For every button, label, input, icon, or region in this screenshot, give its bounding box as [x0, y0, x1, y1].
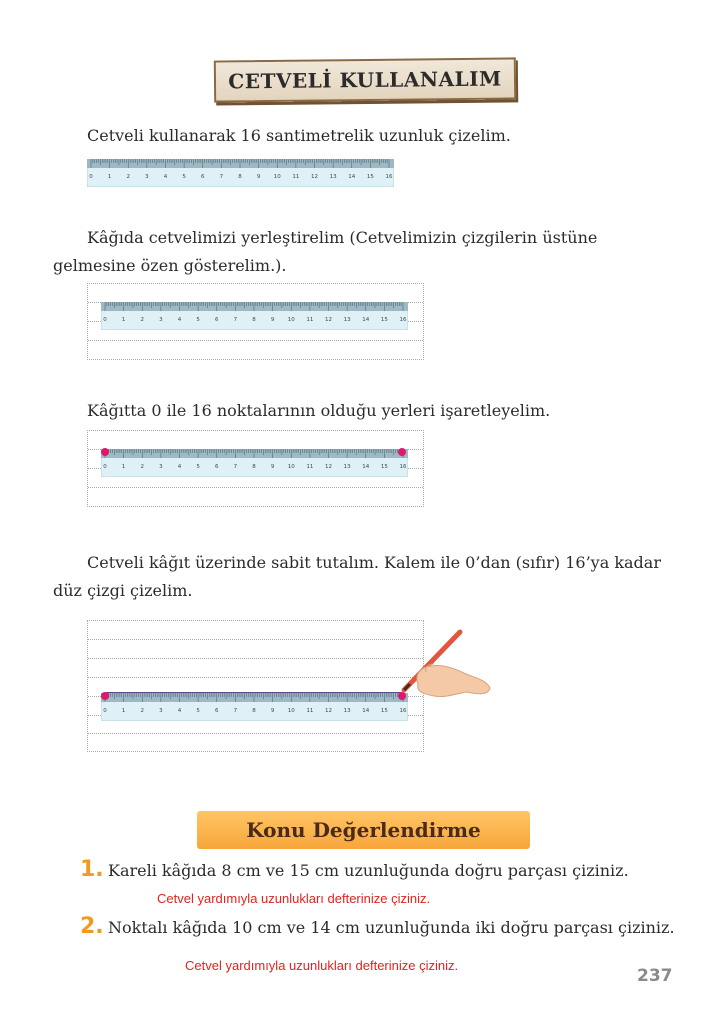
ruler-label: 1 — [121, 464, 126, 470]
ruler-4 — [101, 693, 408, 725]
ruler-label: 12 — [325, 464, 332, 470]
ruler-label: 9 — [270, 464, 275, 470]
question-2-number: 2. — [80, 914, 104, 939]
step-2-text: Kâğıda cetvelimizi yerleştirelim (Cetvelimizin çizgilerin üstüne gelmesine özen gösterelim.). — [53, 228, 598, 275]
ruler-label: 5 — [196, 708, 200, 714]
ruler-label: 7 — [233, 464, 238, 470]
ruler-label: 6 — [215, 708, 219, 714]
ruler-label: 13 — [343, 708, 351, 714]
question-1-text: Kareli kâğıda 8 cm ve 15 cm uzunluğunda doğru parçası çiziniz. — [108, 861, 629, 880]
ruler-label: 9 — [256, 174, 261, 180]
ruler-label: 8 — [252, 708, 256, 714]
ruler-label: 0 — [103, 317, 107, 323]
ruler-label: 12 — [311, 174, 318, 180]
ruler-label: 3 — [145, 174, 149, 180]
ruler-label: 16 — [399, 464, 407, 470]
ruler-label: 9 — [270, 317, 275, 323]
ruler-label: 11 — [306, 464, 314, 470]
ruler-label: 14 — [362, 708, 370, 714]
ruler-label: 8 — [252, 317, 256, 323]
ruler-label: 10 — [287, 708, 295, 714]
ruler-label: 6 — [215, 317, 219, 323]
ruler-label: 5 — [196, 317, 200, 323]
ruler-label: 8 — [252, 464, 256, 470]
ruler-label: 13 — [329, 174, 337, 180]
section-title: Konu Değerlendirme — [246, 818, 481, 842]
ruler-3 — [101, 449, 408, 481]
ruler-label: 2 — [140, 317, 144, 323]
ruler-label: 8 — [238, 174, 242, 180]
ruler-label: 1 — [121, 708, 126, 714]
ruler-label: 11 — [292, 174, 300, 180]
ruler-label: 16 — [399, 708, 407, 714]
ruler-label: 10 — [287, 464, 295, 470]
ruler-label: 2 — [140, 708, 144, 714]
ruler-label: 9 — [270, 708, 275, 714]
ruler-label: 2 — [126, 174, 130, 180]
ruler-label: 4 — [177, 317, 182, 323]
ruler-label: 10 — [273, 174, 281, 180]
ruler-label: 12 — [325, 708, 332, 714]
ruler-label: 1 — [107, 174, 112, 180]
section-header — [197, 811, 530, 849]
ruler-label: 15 — [380, 464, 388, 470]
step-4-text: Cetveli kâğıt üzerinde sabit tutalım. Kalem ile 0’dan (sıfır) 16’ya kadar düz çizgi çizelim. — [53, 553, 661, 600]
step-1-text: Cetveli kullanarak 16 santimetrelik uzunluk çizelim. — [87, 126, 511, 145]
ruler-label: 3 — [159, 708, 163, 714]
ruler-label: 1 — [121, 317, 126, 323]
ruler-label: 11 — [306, 708, 314, 714]
ruler-label: 14 — [362, 317, 370, 323]
ruler-label: 15 — [380, 317, 388, 323]
ruler-label: 0 — [103, 464, 107, 470]
ruler-label: 4 — [177, 464, 182, 470]
mark-point-0-b — [101, 692, 109, 700]
paper-3 — [87, 620, 424, 752]
ruler-1 — [87, 159, 394, 191]
ruler-label: 7 — [233, 708, 238, 714]
ruler-label: 6 — [201, 174, 205, 180]
page-title-board — [214, 57, 516, 102]
ruler-label: 14 — [362, 464, 370, 470]
ruler-label: 16 — [385, 174, 393, 180]
mark-point-0 — [101, 448, 109, 456]
ruler-label: 11 — [306, 317, 314, 323]
page-number: 237 — [637, 966, 673, 986]
ruler-label: 14 — [348, 174, 356, 180]
ruler-label: 4 — [163, 174, 168, 180]
ruler-label: 0 — [89, 174, 93, 180]
hand-with-pencil-icon — [396, 628, 496, 708]
ruler-label: 0 — [103, 708, 107, 714]
ruler-label: 7 — [233, 317, 238, 323]
ruler-label: 5 — [196, 464, 200, 470]
ruler-2 — [101, 302, 408, 334]
ruler-label: 7 — [219, 174, 224, 180]
page-title: CETVELİ KULLANALIM — [228, 66, 502, 94]
ruler-label: 2 — [140, 464, 144, 470]
question-2-text: Noktalı kâğıda 10 cm ve 14 cm uzunluğunda iki doğru parçası çiziniz. — [108, 918, 675, 937]
ruler-label: 4 — [177, 708, 182, 714]
ruler-label: 15 — [380, 708, 388, 714]
ruler-label: 13 — [343, 464, 351, 470]
ruler-label: 12 — [325, 317, 332, 323]
ruler-label: 3 — [159, 464, 163, 470]
ruler-label: 13 — [343, 317, 351, 323]
question-1-number: 1. — [80, 857, 104, 882]
ruler-label: 3 — [159, 317, 163, 323]
ruler-label: 10 — [287, 317, 295, 323]
ruler-label: 16 — [399, 317, 407, 323]
ruler-label: 6 — [215, 464, 219, 470]
question-1-note: Cetvel yardımıyla uzunlukları defterinize çiziniz. — [157, 891, 431, 906]
ruler-label: 5 — [182, 174, 186, 180]
question-2-note: Cetvel yardımıyla uzunlukları defterinize çiziniz. — [185, 958, 459, 973]
ruler-label: 15 — [366, 174, 374, 180]
mark-point-16 — [398, 448, 406, 456]
step-3-text: Kâğıtta 0 ile 16 noktalarının olduğu yerleri işaretleyelim. — [87, 401, 551, 420]
